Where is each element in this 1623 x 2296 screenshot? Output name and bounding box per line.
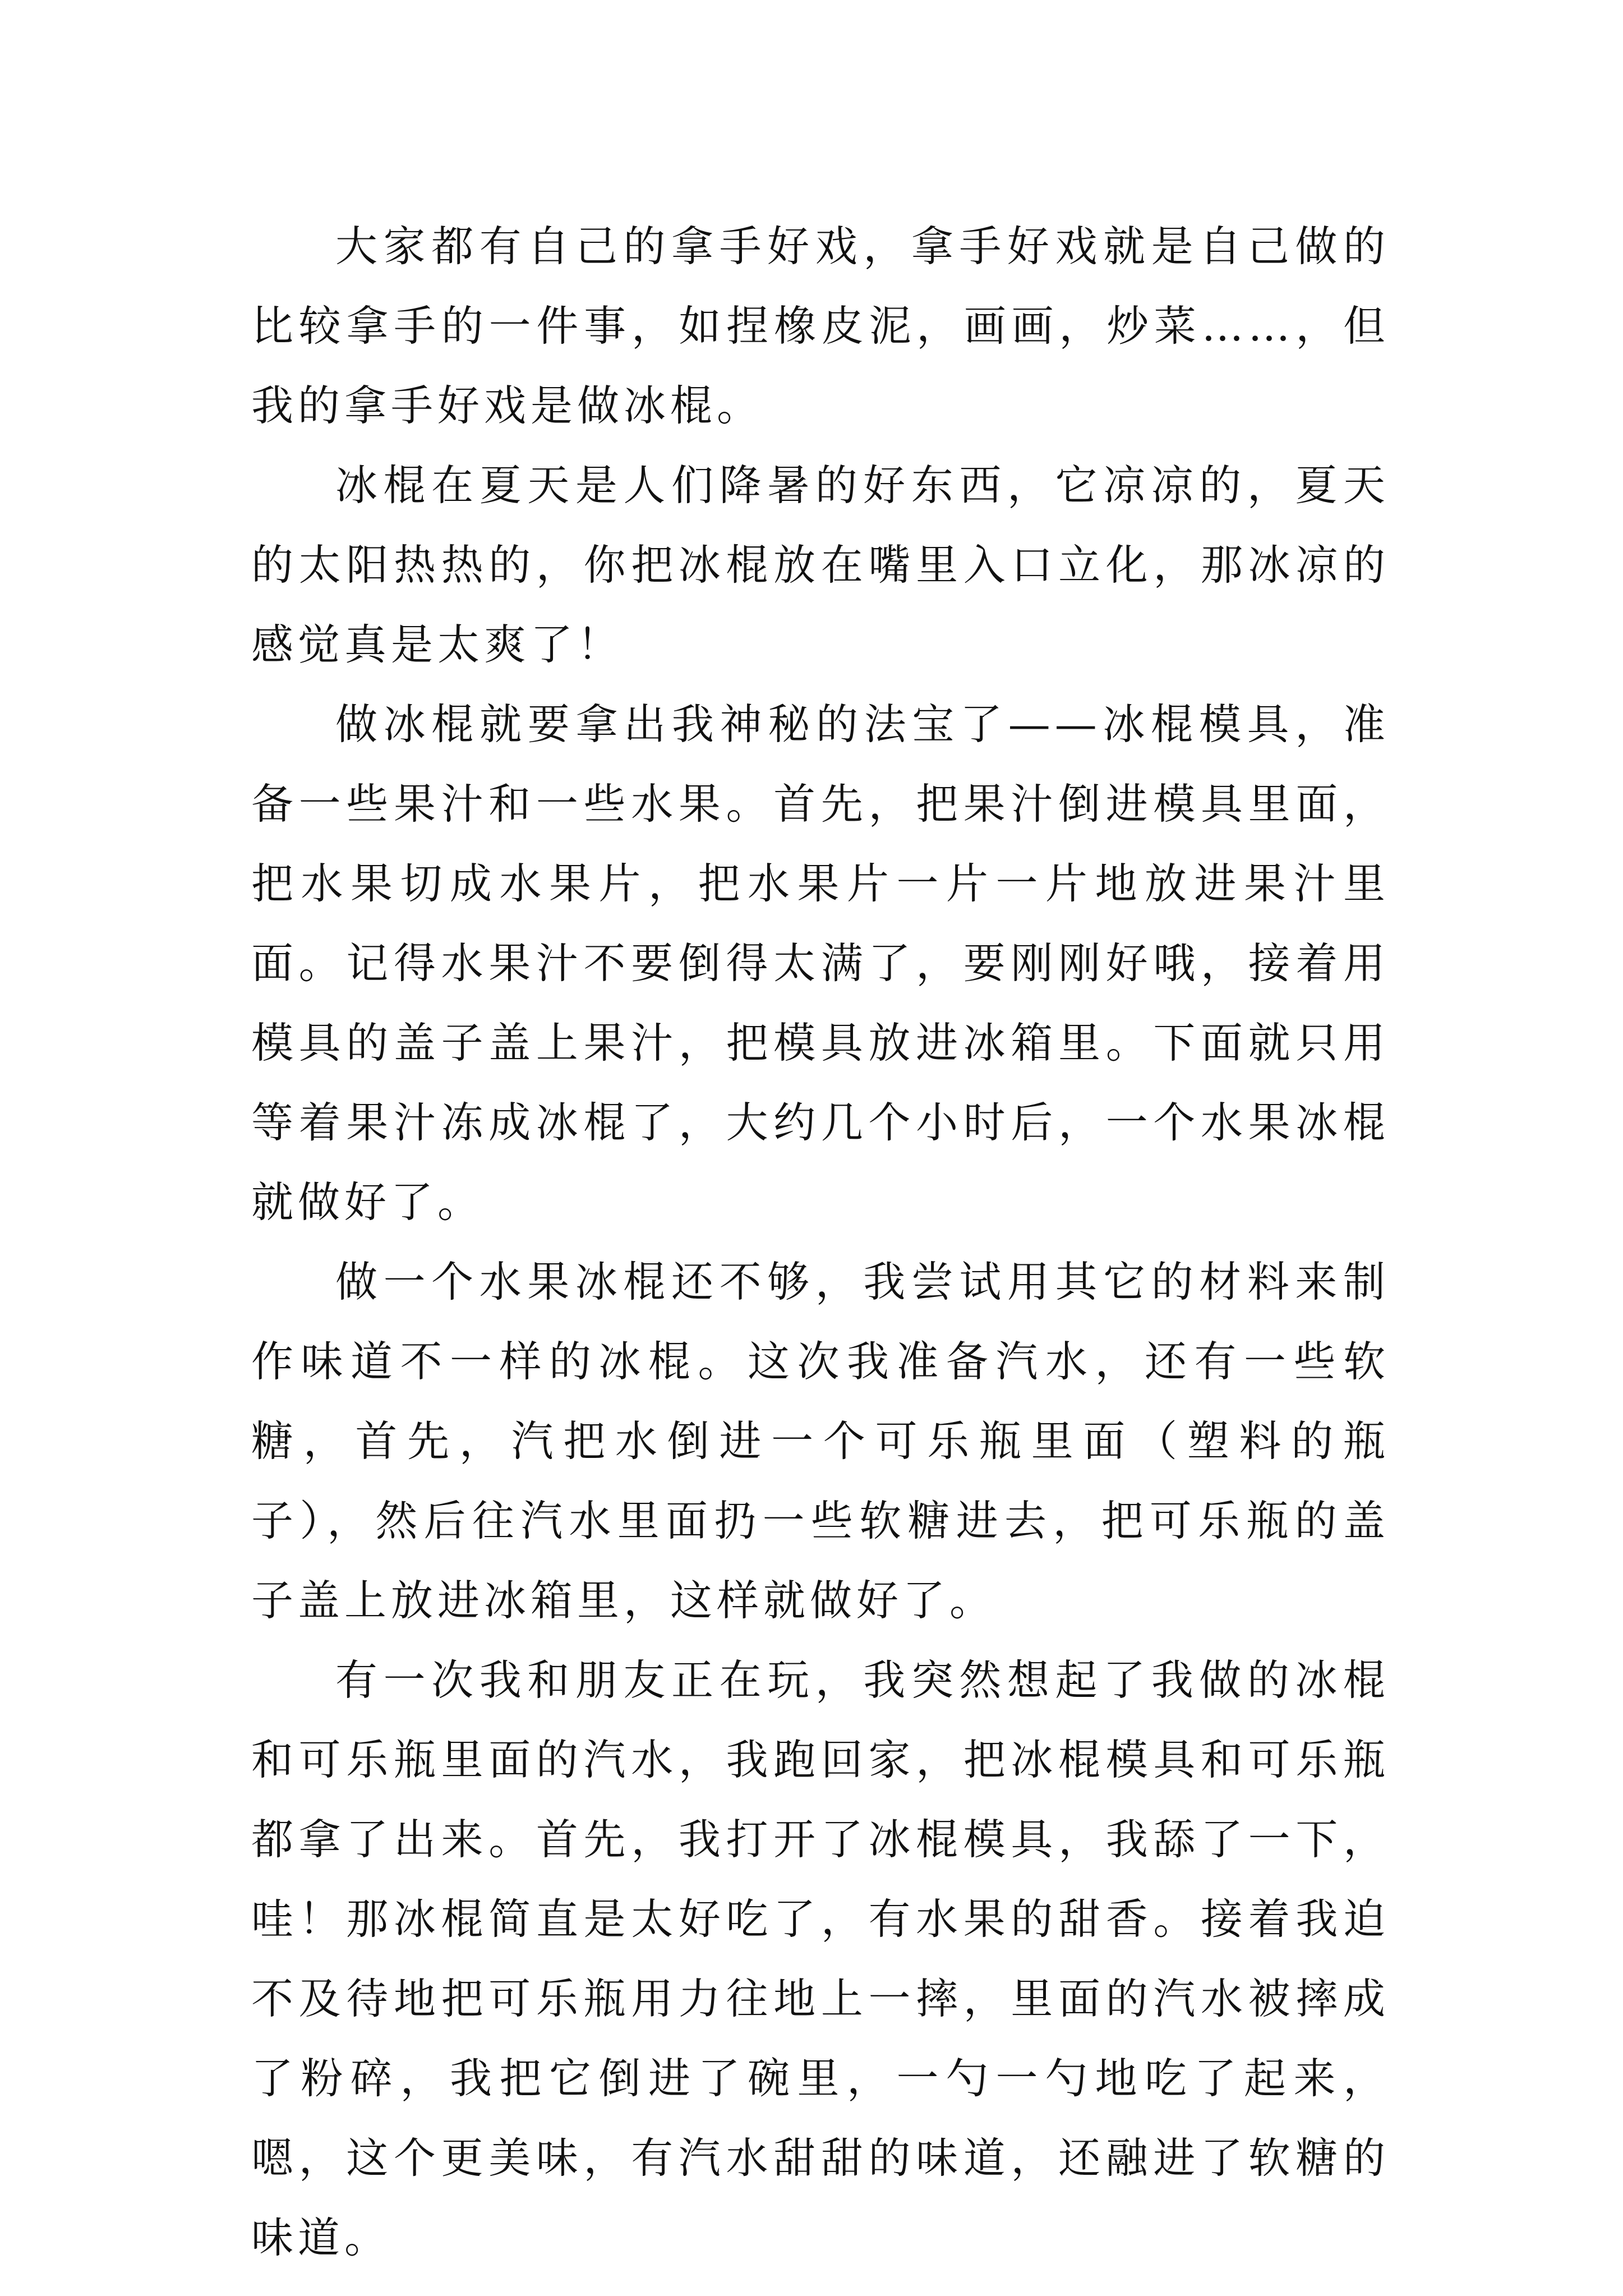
paragraph-5: 有一次我和朋友正在玩，我突然想起了我做的冰棍和可乐瓶里面的汽水，我跑回家，把冰棍模具和可乐瓶都拿了出来。首先，我打开了冰棍模具，我舔了一下，哇！那冰棍简直是太好吃了，有水果的甜香。接着我迫不及待地把可乐瓶用力往地上一摔，里面的汽水被摔成了粉碎，我把它倒进了碗里，一勺一勺地吃了起来，嗯，这个更美味，有汽水甜甜的味道，还融进了软糖的味道。 bbox=[251, 1655, 1390, 2262]
paragraph-3: 做冰棍就要拿出我神秘的法宝了——冰棍模具，准备一些果汁和一些水果。首先，把果汁倒进模具里面，把水果切成水果片，把水果片一片一片地放进果汁里面。记得水果汁不要倒得太满了，要刚刚好哦，接着用模具的盖子盖上果汁，把模具放进冰箱里。下面就只用等着果汁冻成冰棍了，大约几个小时后，一个水果冰棍就做好了。 bbox=[251, 700, 1390, 1227]
document-body bbox=[251, 206, 1390, 2277]
paragraph-4: 做一个水果冰棍还不够，我尝试用其它的材料来制作味道不一样的冰棍。这次我准备汽水，还有一些软糖，首先，汽把水倒进一个可乐瓶里面（塑料的瓶子），然后往汽水里面扔一些软糖进去，把可乐瓶的盖子盖上放进冰箱里，这样就做好了。 bbox=[251, 1257, 1390, 1625]
paragraph-1: 大家都有自己的拿手好戏，拿手好戏就是自己做的比较拿手的一件事，如捏橡皮泥，画画，炒菜……，但我的拿手好戏是做冰棍。 bbox=[251, 222, 1390, 430]
paragraph-2: 冰棍在夏天是人们降暑的好东西，它凉凉的，夏天的太阳热热的，你把冰棍放在嘴里入口立化，那冰凉的感觉真是太爽了！ bbox=[251, 461, 1390, 669]
